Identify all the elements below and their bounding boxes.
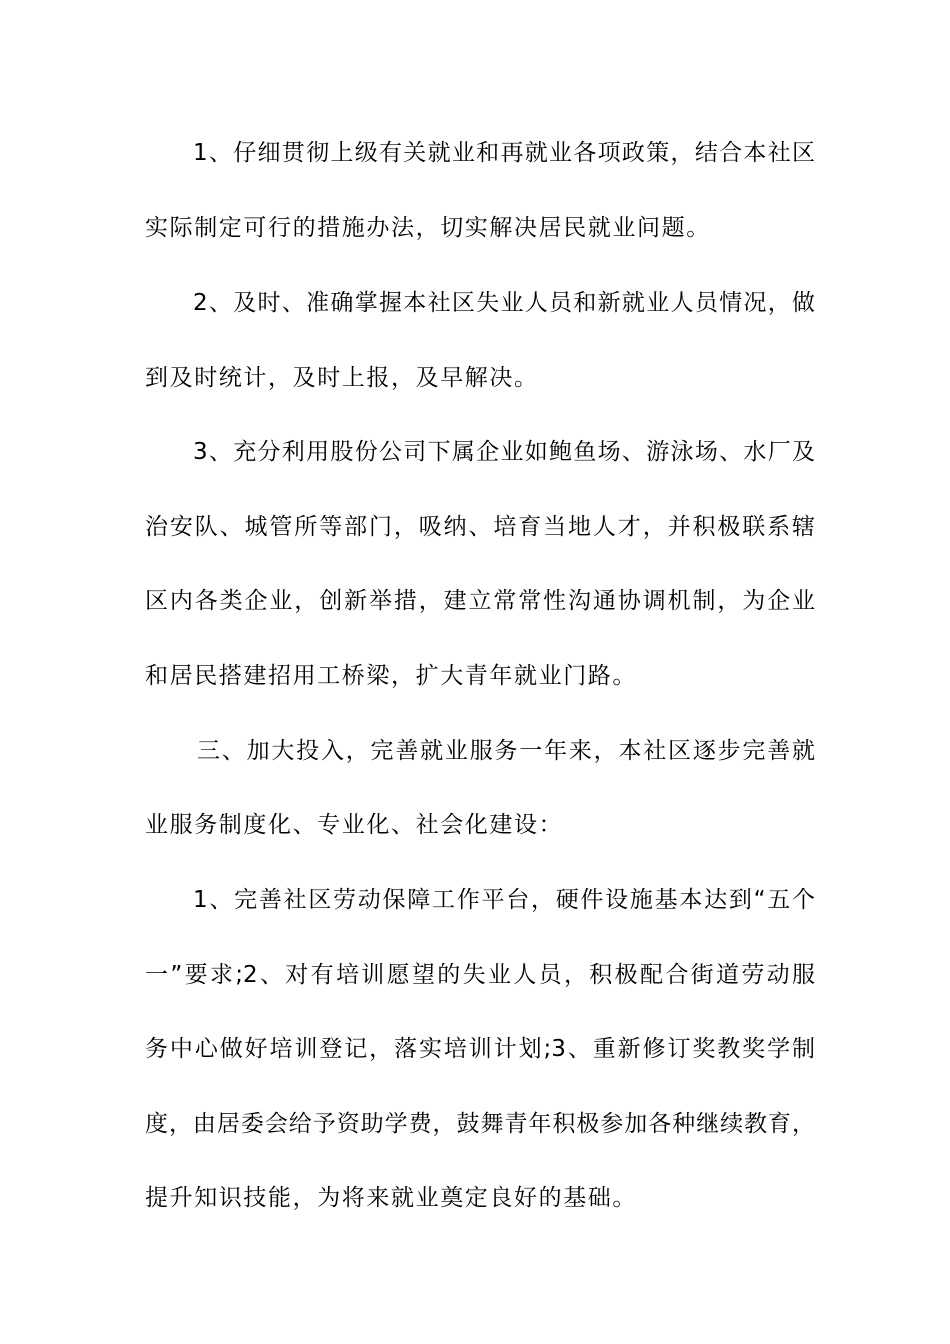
paragraph-2-line-1: 2、及时、准确掌握本社区失业人员和新就业人员情况，做 [193,290,815,316]
paragraph-4-line-1: 1、完善社区劳动保障工作平台，硬件设施基本达到“五个 [193,887,815,913]
section-3-heading-line-1: 三、加大投入，完善就业服务一年来，本社区逐步完善就 [197,738,815,764]
paragraph-4-line-2: 一”要求;2、对有培训愿望的失业人员，积极配合街道劳动服 [145,962,815,988]
paragraph-3-line-4: 和居民搭建招用工桥梁，扩大青年就业门路。 [145,663,637,689]
paragraph-3-line-2: 治安队、城管所等部门，吸纳、培育当地人才，并积极联系辖 [145,514,815,540]
paragraph-1-line-1: 1、仔细贯彻上级有关就业和再就业各项政策，结合本社区 [193,140,815,166]
paragraph-2-line-2: 到及时统计，及时上报，及早解决。 [145,365,539,391]
paragraph-4-line-4: 度，由居委会给予资助学费，鼓舞青年积极参加各种继续教育， [145,1111,815,1137]
paragraph-4-line-5: 提升知识技能，为将来就业奠定良好的基础。 [145,1185,637,1211]
paragraph-1-line-2: 实际制定可行的措施办法，切实解决居民就业问题。 [145,215,711,241]
paragraph-3-line-1: 3、充分利用股份公司下属企业如鲍鱼场、游泳场、水厂及 [193,439,815,465]
paragraph-4-line-3: 务中心做好培训登记，落实培训计划;3、重新修订奖教奖学制 [145,1036,815,1062]
section-3-heading-line-2: 业服务制度化、专业化、社会化建设： [145,812,564,838]
paragraph-3-line-3: 区内各类企业，创新举措，建立常常性沟通协调机制，为企业 [145,588,815,614]
